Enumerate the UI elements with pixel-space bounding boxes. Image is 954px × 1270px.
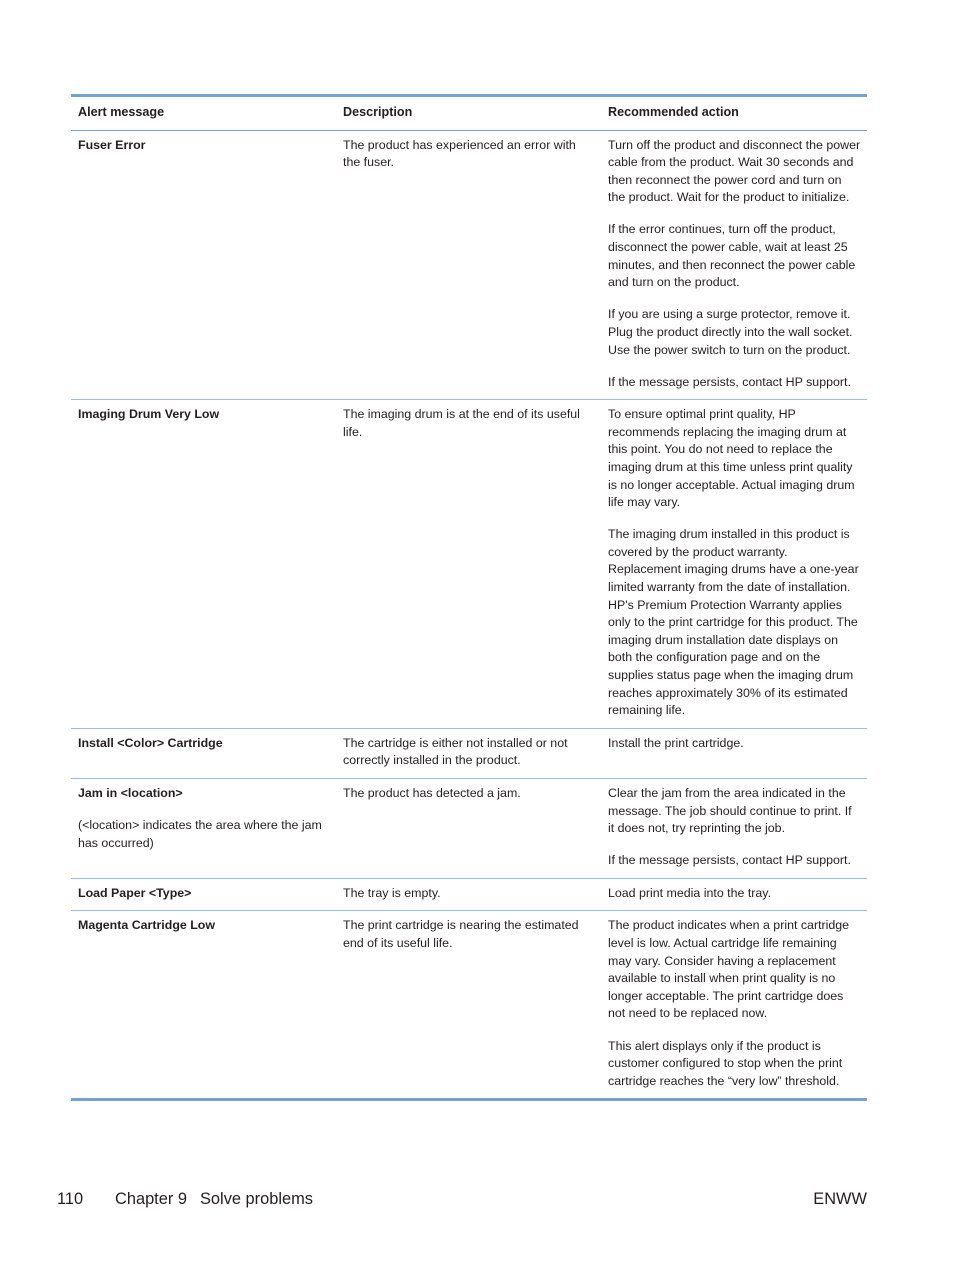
action-paragraph: The imaging drum installed in this product is covered by the product warranty. Replacement imaging drums have a one-year limited warranty from the date of installation. HP's Premium Protection Warranty applies only to the print cartridge for this product. The imaging drum installation date displays on both the configuration page and on the supplies status page when the imaging drum reaches approximately 30% of its estimated remaining life. (608, 527, 859, 718)
action-paragraph: The product indicates when a print cartridge level is low. Actual cartridge life remaining may vary. Consider having a replacement available to install when print quality is no longer acceptable. The print cartridge does not need to be replaced now. (608, 918, 850, 1021)
recommended-action-cell (601, 779, 867, 878)
alert-name: Jam in <location> (78, 786, 183, 800)
action-paragraph: Load print media into the tray. (608, 885, 772, 900)
recommended-action-cell (601, 400, 867, 728)
alert-name: Fuser Error (78, 137, 146, 152)
alert-name: Install <Color> Cartridge (78, 735, 223, 750)
footer-section-title: Solve problems (200, 1190, 313, 1208)
footer-doc-code: ENWW (813, 1190, 867, 1208)
alert-message-cell (71, 729, 336, 778)
description-cell: The product has detected a jam. (343, 786, 521, 800)
recommended-action-cell (601, 911, 867, 1098)
recommended-action-cell (601, 879, 867, 911)
page-footer (57, 1187, 867, 1213)
table-row (71, 779, 867, 879)
header-alert-message: Alert message (78, 105, 165, 119)
action-paragraph: If the error continues, turn off the product, disconnect the power cable, wait at least 25 minutes, and then reconnect the power cable and turn on the product. (608, 222, 856, 290)
alert-name: Magenta Cartridge Low (78, 918, 215, 933)
footer-chapter: Chapter 9 (115, 1190, 187, 1208)
table-row (71, 879, 867, 912)
description-cell: The cartridge is either not installed or not correctly installed in the product. (343, 735, 568, 768)
table-row (71, 131, 867, 401)
table-body (71, 131, 867, 1099)
action-paragraph: If you are using a surge protector, remove it. Plug the product directly into the wall socket. Use the power switch to turn on the product. (608, 307, 853, 357)
description-cell: The tray is empty. (343, 885, 441, 900)
table-header-row (71, 97, 867, 131)
action-paragraph: If the message persists, contact HP support. (608, 853, 851, 868)
header-description: Description (343, 105, 413, 119)
alert-message-cell (71, 879, 336, 911)
alert-message-cell (71, 131, 336, 400)
alert-name: Imaging Drum Very Low (78, 407, 220, 422)
alert-message-cell (71, 400, 336, 728)
action-paragraph: Turn off the product and disconnect the power cable from the product. Wait 30 seconds and then reconnect the power cord and turn on the product. Wait for the product to initialize. (608, 137, 861, 205)
header-recommended-action: Recommended action (608, 105, 739, 119)
alert-messages-table (71, 94, 867, 1101)
alert-message-cell (71, 911, 336, 1098)
recommended-action-cell (601, 131, 867, 400)
description-cell: The product has experienced an error with the fuser. (343, 137, 576, 170)
footer-page-number: 110 (57, 1190, 84, 1208)
alert-note: (<location> indicates the area where the jam has occurred) (78, 818, 322, 850)
action-paragraph: Install the print cartridge. (608, 735, 744, 750)
alert-name: Load Paper <Type> (78, 885, 192, 900)
description-cell: The imaging drum is at the end of its useful life. (343, 407, 580, 439)
alert-message-cell (71, 779, 336, 878)
action-paragraph: To ensure optimal print quality, HP recommends replacing the imaging drum at this point. You do not need to replace the imaging drum at this time unless print quality is no longer acceptable. Actual imaging drum life may vary. (608, 407, 855, 510)
table-row (71, 729, 867, 779)
action-paragraph: If the message persists, contact HP support. (608, 374, 851, 389)
description-cell: The print cartridge is nearing the estimated end of its useful life. (343, 918, 579, 951)
table-bottom-rule (71, 1098, 867, 1101)
action-paragraph: Clear the jam from the area indicated in the message. The job should continue to print. If it does not, try reprinting the job. (608, 786, 852, 836)
recommended-action-cell (601, 729, 867, 778)
action-paragraph: This alert displays only if the product is customer configured to stop when the print cartridge reaches the “very low” threshold. (608, 1038, 843, 1088)
table-row (71, 400, 867, 729)
table-row (71, 911, 867, 1098)
